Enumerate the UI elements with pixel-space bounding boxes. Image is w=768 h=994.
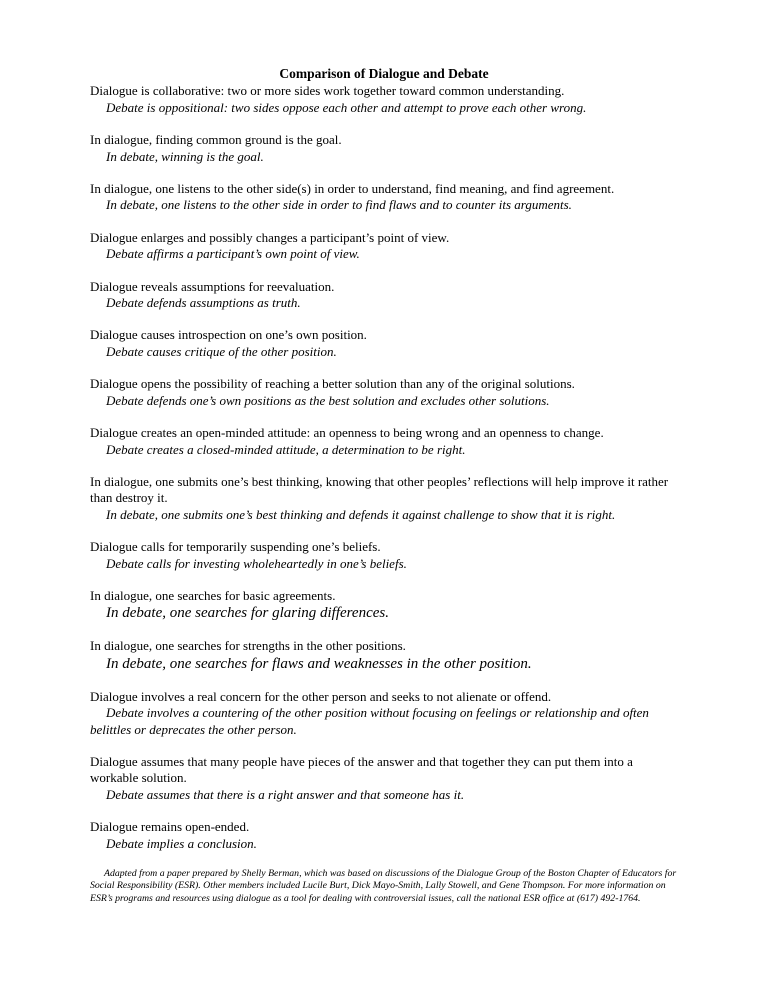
comparison-pair — [90, 425, 678, 458]
dialogue-statement: Dialogue is collaborative: two or more sides work together toward common understanding. — [90, 83, 565, 99]
comparison-pair — [90, 83, 678, 116]
debate-statement: In debate, winning is the goal. — [106, 148, 264, 164]
dialogue-statement: Dialogue causes introspection on one’s own position. — [90, 327, 367, 343]
comparison-pair — [90, 754, 678, 803]
attribution-footnote — [90, 868, 678, 905]
debate-statement: In debate, one searches for flaws and weaknesses in the other position. — [106, 655, 532, 672]
dialogue-statement: Dialogue assumes that many people have pieces of the answer and that together they can put them into a workable solution. — [90, 753, 633, 786]
dialogue-statement: Dialogue creates an open-minded attitude: an openness to being wrong and an openness to change. — [90, 425, 604, 441]
debate-statement: Debate causes critique of the other position. — [106, 343, 337, 359]
debate-statement: In debate, one searches for glaring differences. — [106, 605, 389, 622]
dialogue-statement: Dialogue remains open-ended. — [90, 819, 250, 835]
dialogue-statement: Dialogue reveals assumptions for reevaluation. — [90, 278, 335, 294]
comparison-pair — [90, 230, 678, 263]
dialogue-statement: In dialogue, one listens to the other side(s) in order to understand, find meaning, and find agreement. — [90, 181, 615, 197]
dialogue-statement: In dialogue, one searches for basic agreements. — [90, 587, 336, 603]
comparison-pair — [90, 638, 678, 672]
comparison-pair — [90, 819, 678, 852]
comparison-pair — [90, 279, 678, 312]
dialogue-statement: In dialogue, one submits one’s best thinking, knowing that other peoples’ reflections will help improve it rather than destroy it. — [90, 473, 669, 506]
debate-statement: In debate, one submits one’s best thinking and defends it against challenge to show that it is right. — [106, 506, 616, 522]
dialogue-statement: Dialogue enlarges and possibly changes a participant’s point of view. — [90, 229, 450, 245]
attribution-footnote-text: Adapted from a paper prepared by Shelly Berman, which was based on discussions of the Dialogue Group of the Boston Chapter of Educators for Social Responsibility (ESR). Other members included Lucile Burt, Dick Mayo-Smith, Lally Stowell, and Gene Thompson. For more information on ESR’s programs and resources using dialogue as a tool for dealing with controversial issues, call the national ESR office at (617) 492-1764. — [90, 868, 677, 904]
dialogue-statement: Dialogue involves a real concern for the other person and seeks to not alienate or offend. — [90, 688, 552, 704]
comparison-pair — [90, 327, 678, 360]
debate-statement: Debate calls for investing wholeheartedly in one’s beliefs. — [106, 555, 407, 571]
dialogue-statement: Dialogue calls for temporarily suspending one’s beliefs. — [90, 539, 381, 555]
debate-statement: Debate defends assumptions as truth. — [106, 295, 301, 311]
comparison-pair — [90, 181, 678, 214]
comparison-pair — [90, 588, 678, 622]
comparison-pair — [90, 376, 678, 409]
debate-statement: Debate assumes that there is a right answer and that someone has it. — [106, 786, 465, 802]
dialogue-statement: In dialogue, finding common ground is the goal. — [90, 132, 342, 148]
debate-statement: Debate involves a countering of the other position without focusing on feelings or relationship and often belittles or deprecates the other person. — [90, 705, 649, 737]
dialogue-statement: Dialogue opens the possibility of reaching a better solution than any of the original solutions. — [90, 376, 575, 392]
debate-statement: Debate defends one’s own positions as the best solution and excludes other solutions. — [106, 392, 550, 408]
comparison-pair — [90, 474, 678, 523]
debate-statement: In debate, one listens to the other side in order to find flaws and to counter its arguments. — [106, 197, 572, 213]
debate-statement: Debate creates a closed-minded attitude, a determination to be right. — [106, 441, 466, 457]
page-title: Comparison of Dialogue and Debate — [279, 66, 489, 81]
comparison-pair — [90, 539, 678, 572]
comparison-pair — [90, 689, 678, 738]
debate-statement: Debate implies a conclusion. — [106, 835, 257, 851]
debate-statement: Debate affirms a participant’s own point of view. — [106, 246, 360, 262]
dialogue-statement: In dialogue, one searches for strengths in the other positions. — [90, 638, 406, 654]
debate-statement: Debate is oppositional: two sides oppose each other and attempt to prove each other wrong. — [106, 99, 587, 115]
comparison-pair — [90, 132, 678, 165]
